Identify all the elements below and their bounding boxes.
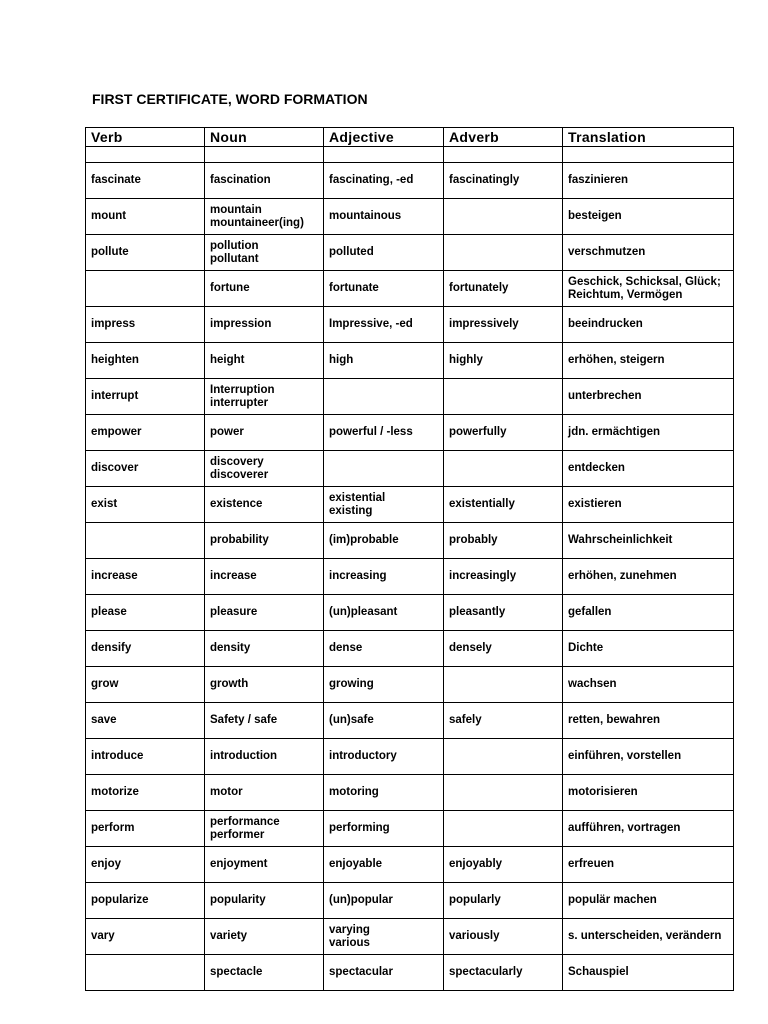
verb-cell: densify [86, 631, 205, 667]
noun-cell: growth [205, 667, 324, 703]
adjective-cell: motoring [324, 775, 444, 811]
noun-cell: discovery discoverer [205, 451, 324, 487]
adverb-cell [444, 811, 563, 847]
adjective-cell: growing [324, 667, 444, 703]
verb-cell: interrupt [86, 379, 205, 415]
noun-cell: motor [205, 775, 324, 811]
adverb-cell: popularly [444, 883, 563, 919]
adjective-cell: powerful / -less [324, 415, 444, 451]
noun-cell: increase [205, 559, 324, 595]
translation-cell: jdn. ermächtigen [563, 415, 734, 451]
adjective-cell: (un)popular [324, 883, 444, 919]
verb-cell [86, 955, 205, 991]
translation-cell: Schauspiel [563, 955, 734, 991]
table-row [86, 955, 734, 991]
noun-cell: variety [205, 919, 324, 955]
adverb-cell: highly [444, 343, 563, 379]
noun-cell: height [205, 343, 324, 379]
adverb-cell: densely [444, 631, 563, 667]
header-translation: Translation [563, 128, 734, 147]
word-formation-table [85, 127, 734, 991]
table-row [86, 559, 734, 595]
adverb-cell [444, 739, 563, 775]
translation-cell: retten, bewahren [563, 703, 734, 739]
noun-cell: existence [205, 487, 324, 523]
adjective-cell: Impressive, -ed [324, 307, 444, 343]
verb-cell: impress [86, 307, 205, 343]
noun-cell: pollution pollutant [205, 235, 324, 271]
noun-cell: fascination [205, 163, 324, 199]
noun-cell: Safety / safe [205, 703, 324, 739]
adverb-cell [444, 379, 563, 415]
blank-row [86, 147, 734, 163]
table-row [86, 379, 734, 415]
blank-cell [444, 147, 563, 163]
table-row [86, 199, 734, 235]
translation-cell: s. unterscheiden, verändern [563, 919, 734, 955]
adjective-cell: mountainous [324, 199, 444, 235]
blank-cell [563, 147, 734, 163]
adjective-cell: performing [324, 811, 444, 847]
page-title: FIRST CERTIFICATE, WORD FORMATION [92, 91, 368, 107]
noun-cell: popularity [205, 883, 324, 919]
verb-cell: introduce [86, 739, 205, 775]
translation-cell: beeindrucken [563, 307, 734, 343]
adverb-cell [444, 451, 563, 487]
translation-cell: Geschick, Schicksal, Glück; Reichtum, Vermögen [563, 271, 734, 307]
table-row [86, 307, 734, 343]
table-header-row [86, 128, 734, 147]
noun-cell: introduction [205, 739, 324, 775]
verb-cell: perform [86, 811, 205, 847]
adjective-cell: fascinating, -ed [324, 163, 444, 199]
table-row [86, 343, 734, 379]
blank-cell [86, 147, 205, 163]
noun-cell: fortune [205, 271, 324, 307]
adjective-cell: spectacular [324, 955, 444, 991]
table-row [86, 451, 734, 487]
noun-cell: impression [205, 307, 324, 343]
adjective-cell: existential existing [324, 487, 444, 523]
verb-cell: save [86, 703, 205, 739]
adverb-cell: powerfully [444, 415, 563, 451]
table-row [86, 667, 734, 703]
verb-cell: increase [86, 559, 205, 595]
adverb-cell: impressively [444, 307, 563, 343]
noun-cell: density [205, 631, 324, 667]
noun-cell: mountain mountaineer(ing) [205, 199, 324, 235]
translation-cell: erhöhen, zunehmen [563, 559, 734, 595]
verb-cell: mount [86, 199, 205, 235]
table-row [86, 523, 734, 559]
adjective-cell: increasing [324, 559, 444, 595]
translation-cell: aufführen, vortragen [563, 811, 734, 847]
verb-cell [86, 271, 205, 307]
verb-cell: please [86, 595, 205, 631]
adjective-cell: high [324, 343, 444, 379]
translation-cell: faszinieren [563, 163, 734, 199]
adverb-cell: probably [444, 523, 563, 559]
table-row [86, 631, 734, 667]
verb-cell: pollute [86, 235, 205, 271]
adverb-cell: enjoyably [444, 847, 563, 883]
header-adjective: Adjective [324, 128, 444, 147]
adjective-cell: fortunate [324, 271, 444, 307]
verb-cell: empower [86, 415, 205, 451]
adjective-cell: (un)pleasant [324, 595, 444, 631]
translation-cell: wachsen [563, 667, 734, 703]
adverb-cell: pleasantly [444, 595, 563, 631]
table-row [86, 271, 734, 307]
translation-cell: Dichte [563, 631, 734, 667]
verb-cell: grow [86, 667, 205, 703]
table-row [86, 847, 734, 883]
adverb-cell: variously [444, 919, 563, 955]
translation-cell: einführen, vorstellen [563, 739, 734, 775]
adjective-cell: polluted [324, 235, 444, 271]
noun-cell: Interruption interrupter [205, 379, 324, 415]
translation-cell: existieren [563, 487, 734, 523]
adjective-cell [324, 379, 444, 415]
table-row [86, 703, 734, 739]
table-row [86, 883, 734, 919]
table-row [86, 811, 734, 847]
verb-cell: exist [86, 487, 205, 523]
verb-cell: fascinate [86, 163, 205, 199]
adverb-cell: existentially [444, 487, 563, 523]
adjective-cell: (im)probable [324, 523, 444, 559]
adverb-cell [444, 235, 563, 271]
adverb-cell: fortunately [444, 271, 563, 307]
blank-cell [324, 147, 444, 163]
table-row [86, 163, 734, 199]
noun-cell: pleasure [205, 595, 324, 631]
header-adverb: Adverb [444, 128, 563, 147]
translation-cell: besteigen [563, 199, 734, 235]
header-noun: Noun [205, 128, 324, 147]
table-row [86, 775, 734, 811]
noun-cell: power [205, 415, 324, 451]
header-verb: Verb [86, 128, 205, 147]
table-row [86, 919, 734, 955]
noun-cell: enjoyment [205, 847, 324, 883]
adverb-cell [444, 199, 563, 235]
adjective-cell: enjoyable [324, 847, 444, 883]
verb-cell: vary [86, 919, 205, 955]
verb-cell: popularize [86, 883, 205, 919]
table-row [86, 235, 734, 271]
adverb-cell: increasingly [444, 559, 563, 595]
noun-cell: spectacle [205, 955, 324, 991]
verb-cell: heighten [86, 343, 205, 379]
translation-cell: erhöhen, steigern [563, 343, 734, 379]
noun-cell: performance performer [205, 811, 324, 847]
adverb-cell: safely [444, 703, 563, 739]
translation-cell: motorisieren [563, 775, 734, 811]
table-row [86, 487, 734, 523]
adverb-cell: fascinatingly [444, 163, 563, 199]
blank-cell [205, 147, 324, 163]
verb-cell [86, 523, 205, 559]
adverb-cell: spectacularly [444, 955, 563, 991]
verb-cell: enjoy [86, 847, 205, 883]
noun-cell: probability [205, 523, 324, 559]
translation-cell: unterbrechen [563, 379, 734, 415]
adjective-cell: dense [324, 631, 444, 667]
adjective-cell: varying various [324, 919, 444, 955]
adjective-cell [324, 451, 444, 487]
table-row [86, 739, 734, 775]
adjective-cell: (un)safe [324, 703, 444, 739]
adjective-cell: introductory [324, 739, 444, 775]
translation-cell: erfreuen [563, 847, 734, 883]
translation-cell: gefallen [563, 595, 734, 631]
adverb-cell [444, 667, 563, 703]
translation-cell: Wahrscheinlichkeit [563, 523, 734, 559]
translation-cell: verschmutzen [563, 235, 734, 271]
translation-cell: populär machen [563, 883, 734, 919]
verb-cell: motorize [86, 775, 205, 811]
adverb-cell [444, 775, 563, 811]
verb-cell: discover [86, 451, 205, 487]
translation-cell: entdecken [563, 451, 734, 487]
table-row [86, 595, 734, 631]
table-row [86, 415, 734, 451]
